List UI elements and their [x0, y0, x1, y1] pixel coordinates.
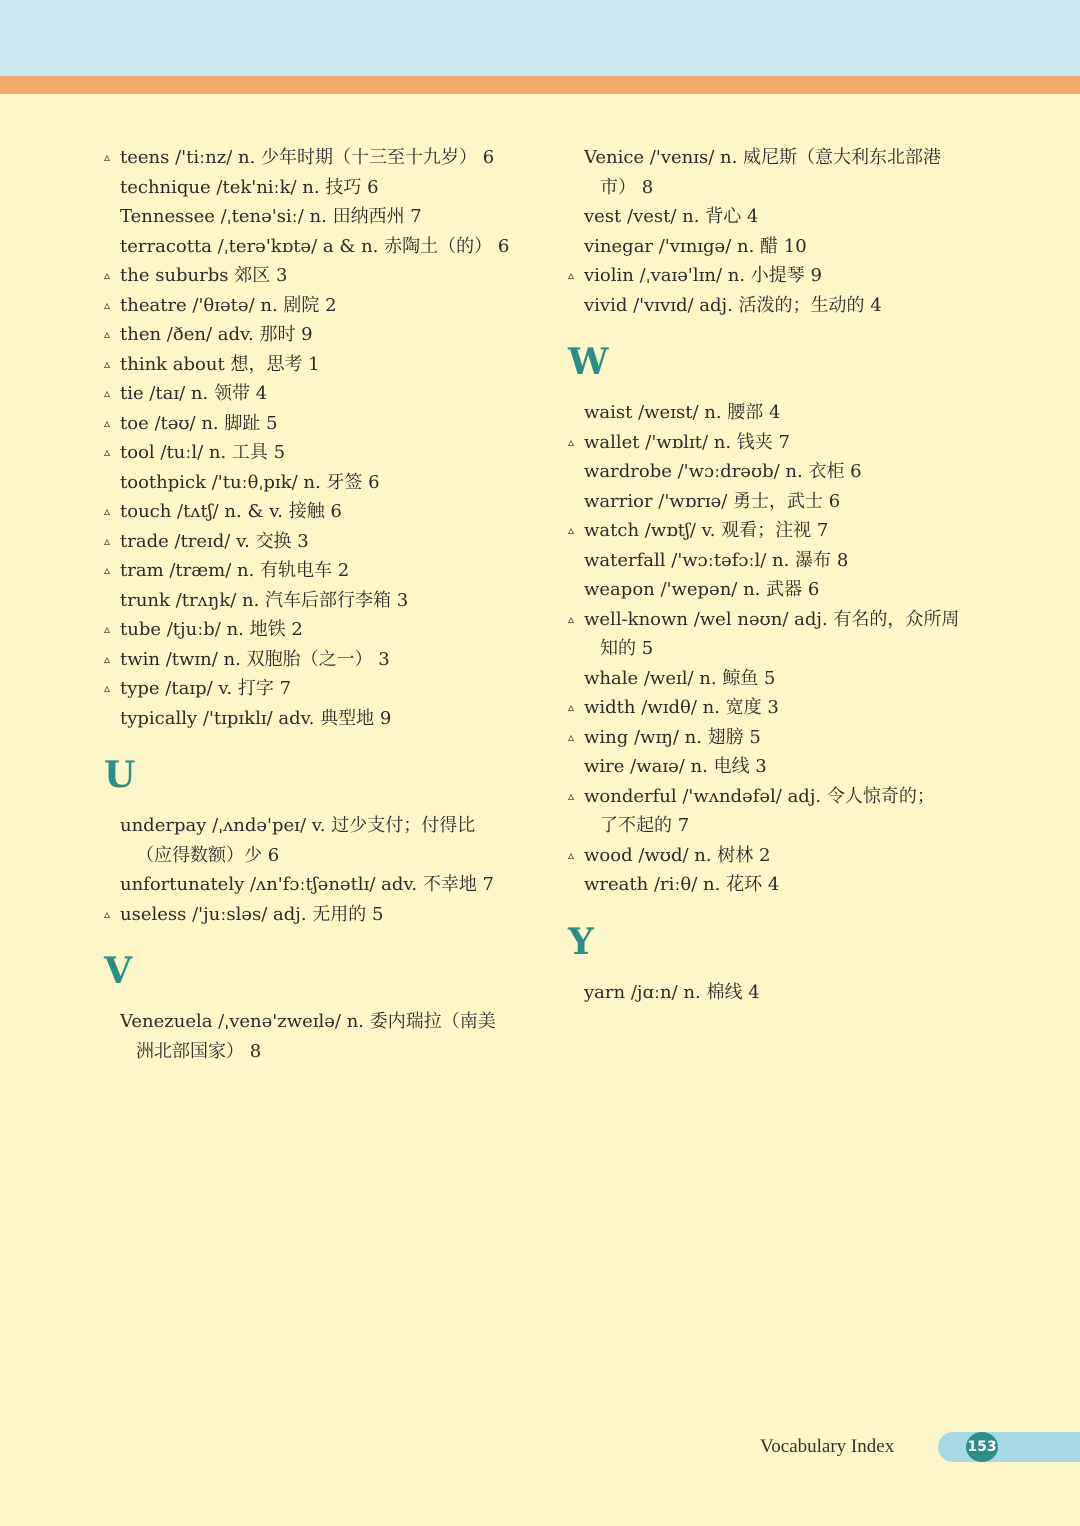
entry-text: wreath /riːθ/ n. 花环 4 [584, 874, 780, 895]
page-tab [938, 1432, 1080, 1462]
triangle-mark-icon: ▵ [568, 729, 575, 744]
vocabulary-entry [568, 516, 988, 546]
entry-text: toe /təʊ/ n. 脚趾 5 [120, 412, 278, 434]
vocabulary-entry [568, 202, 988, 232]
header-band [0, 0, 1080, 76]
entry-text: yarn /jɑːn/ n. 棉线 4 [584, 981, 760, 1003]
entry-text: twin /twɪn/ n. 双胞胎（之一） 3 [120, 648, 390, 670]
entry-text: wonderful /'wʌndəfəl/ adj. 令人惊奇的； [584, 785, 935, 807]
vocabulary-entry [568, 870, 988, 900]
triangle-mark-icon: ▵ [104, 651, 111, 666]
vocabulary-entry [568, 487, 988, 517]
entry-text: tram /træm/ n. 有轨电车 2 [120, 560, 350, 581]
entry-text: wood /wʊd/ n. 树林 2 [584, 844, 771, 866]
triangle-mark-icon: ▵ [104, 504, 111, 518]
vocabulary-entry [104, 468, 534, 498]
entry-text: underpay /ˌʌndə'peɪ/ v. 过少支付；付得比 [120, 815, 476, 836]
triangle-mark-icon: ▵ [104, 415, 111, 430]
entry-text: trade /treɪd/ v. 交换 3 [120, 530, 309, 552]
entry-text: wire /waɪə/ n. 电线 3 [584, 756, 767, 777]
vocabulary-entry [104, 1007, 534, 1066]
entry-text: width /wɪdθ/ n. 宽度 3 [584, 697, 779, 718]
section-t [104, 143, 534, 733]
entry-text: teens /'tiːnz/ n. 少年时期（十三至十九岁） 6 [120, 147, 495, 168]
vocabulary-entry [568, 143, 988, 202]
entry-text: vest /vest/ n. 背心 4 [584, 206, 759, 227]
triangle-mark-icon: ▵ [568, 700, 575, 714]
entry-continuation: 知的 5 [600, 638, 654, 659]
vocabulary-entry [104, 202, 534, 232]
triangle-mark-icon: ▵ [104, 268, 111, 282]
header-stripe [0, 76, 1080, 94]
vocabulary-entry [568, 398, 988, 428]
footer-title: Vocabulary Index [760, 1436, 895, 1457]
vocabulary-entry [104, 586, 534, 616]
vocabulary-entry [568, 841, 988, 871]
entry-text: touch /tʌtʃ/ n. & v. 接触 6 [120, 501, 342, 522]
vocabulary-entry [104, 704, 534, 734]
triangle-mark-icon: ▵ [568, 434, 575, 449]
triangle-mark-icon: ▵ [568, 788, 575, 803]
section-y [568, 978, 988, 1008]
vocabulary-entry [104, 527, 534, 557]
section-letter-v: V [104, 950, 132, 992]
vocabulary-entry [104, 645, 534, 675]
triangle-mark-icon: ▵ [104, 356, 111, 371]
vocabulary-entry [568, 232, 988, 262]
entry-text: waist /weɪst/ n. 腰部 4 [584, 402, 781, 423]
entry-text: waterfall /'wɔːtəfɔːl/ n. 瀑布 8 [584, 549, 849, 571]
triangle-mark-icon: ▵ [104, 445, 111, 459]
entry-text: whale /weɪl/ n. 鲸鱼 5 [584, 667, 776, 689]
entry-text: toothpick /'tuːθˌpɪk/ n. 牙签 6 [120, 471, 380, 493]
entry-text: type /taɪp/ v. 打字 7 [120, 678, 292, 699]
triangle-mark-icon: ▵ [104, 386, 111, 400]
vocabulary-entry [104, 261, 534, 291]
entry-text: wardrobe /'wɔːdrəʊb/ n. 衣柜 6 [584, 461, 862, 482]
entry-text: think about 想，思考 1 [120, 353, 320, 375]
section-letter-u: U [104, 754, 136, 796]
entry-text: tool /tuːl/ n. 工具 5 [120, 442, 286, 463]
entry-text: weapon /'wepən/ n. 武器 6 [584, 579, 820, 600]
entry-text: Venice /'venɪs/ n. 威尼斯（意大利东北部港 [584, 147, 942, 168]
section-v-continued [568, 143, 988, 320]
entry-continuation: （应得数额）少 6 [136, 844, 280, 866]
triangle-mark-icon: ▵ [104, 533, 111, 548]
entry-text: theatre /'θɪətə/ n. 剧院 2 [120, 294, 337, 316]
section-w [568, 398, 988, 900]
vocabulary-entry [568, 782, 988, 841]
entry-text: trunk /trʌŋk/ n. 汽车后部行李箱 3 [120, 589, 409, 611]
vocabulary-entry [104, 615, 534, 645]
triangle-mark-icon: ▵ [104, 906, 111, 921]
vocabulary-entry [104, 143, 534, 173]
vocabulary-entry [568, 575, 988, 605]
entry-continuation: 洲北部国家） 8 [136, 1040, 262, 1062]
triangle-mark-icon: ▵ [104, 681, 111, 695]
triangle-mark-icon: ▵ [568, 611, 575, 626]
entry-continuation: 了不起的 7 [600, 815, 690, 836]
triangle-mark-icon: ▵ [104, 622, 111, 636]
section-letter-y: Y [568, 920, 594, 963]
vocabulary-entry [104, 173, 534, 203]
vocabulary-entry [104, 497, 534, 527]
entry-text: warrior /'wɒrɪə/ 勇士，武士 6 [584, 490, 841, 512]
entry-text: unfortunately /ʌn'fɔːtʃənətlɪ/ adv. 不幸地 7 [120, 874, 495, 895]
triangle-mark-icon: ▵ [568, 523, 575, 537]
vocabulary-entry [568, 546, 988, 576]
triangle-mark-icon: ▵ [568, 847, 575, 862]
right-column [568, 143, 988, 1007]
entry-text: vivid /'vɪvɪd/ adj. 活泼的；生动的 4 [584, 294, 882, 316]
vocabulary-entry [568, 693, 988, 723]
vocabulary-entry [104, 409, 534, 439]
left-column [104, 143, 534, 1066]
entry-text: the suburbs 郊区 3 [120, 265, 288, 286]
vocabulary-entry [104, 674, 534, 704]
section-u [104, 811, 534, 929]
entry-text: violin /ˌvaɪə'lɪn/ n. 小提琴 9 [584, 265, 822, 286]
vocabulary-entry [568, 978, 988, 1008]
vocabulary-entry [104, 291, 534, 321]
vocabulary-entry [568, 457, 988, 487]
entry-text: technique /tek'niːk/ n. 技巧 6 [120, 176, 379, 198]
vocabulary-entry [104, 379, 534, 409]
triangle-mark-icon: ▵ [104, 150, 111, 164]
vocabulary-entry [104, 438, 534, 468]
entry-text: wallet /'wɒlɪt/ n. 钱夹 7 [584, 431, 790, 453]
vocabulary-entry [568, 664, 988, 694]
triangle-mark-icon: ▵ [104, 327, 111, 341]
vocabulary-entry [104, 556, 534, 586]
entry-text: tie /taɪ/ n. 领带 4 [120, 383, 268, 404]
entry-continuation: 市） 8 [600, 176, 654, 198]
vocabulary-entry [568, 752, 988, 782]
vocabulary-entry [104, 350, 534, 380]
triangle-mark-icon: ▵ [104, 297, 111, 312]
entry-text: well-known /wel nəʊn/ adj. 有名的，众所周 [584, 608, 960, 630]
triangle-mark-icon: ▵ [568, 268, 575, 282]
vocabulary-entry [104, 900, 534, 930]
vocabulary-entry [568, 291, 988, 321]
entry-text: terracotta /ˌterə'kɒtə/ a & n. 赤陶土（的） 6 [120, 235, 510, 257]
vocabulary-entry [104, 870, 534, 900]
entry-text: then /ðen/ adv. 那时 9 [120, 324, 313, 345]
entry-text: vinegar /'vɪnɪgə/ n. 醋 10 [584, 235, 807, 257]
entry-text: wing /wɪŋ/ n. 翅膀 5 [584, 726, 761, 748]
entry-text: Venezuela /ˌvenə'zweɪlə/ n. 委内瑞拉（南美 [120, 1011, 496, 1032]
vocabulary-entry [104, 811, 534, 870]
vocabulary-entry [568, 261, 988, 291]
section-v [104, 1007, 534, 1066]
entry-text: watch /wɒtʃ/ v. 观看；注视 7 [584, 520, 829, 541]
entry-text: useless /'juːsləs/ adj. 无用的 5 [120, 903, 384, 925]
triangle-mark-icon: ▵ [104, 563, 111, 577]
section-letter-w: W [568, 341, 609, 383]
entry-text: Tennessee /ˌtenə'siː/ n. 田纳西州 7 [120, 206, 422, 227]
vocabulary-entry [104, 320, 534, 350]
entry-text: tube /tjuːb/ n. 地铁 2 [120, 619, 303, 640]
vocabulary-entry [568, 605, 988, 664]
entry-text: typically /'tɪpɪklɪ/ adv. 典型地 9 [120, 707, 392, 729]
vocabulary-entry [568, 723, 988, 753]
vocabulary-entry [568, 428, 988, 458]
vocabulary-entry [104, 232, 534, 262]
page-number-badge: 153 [966, 1432, 998, 1462]
